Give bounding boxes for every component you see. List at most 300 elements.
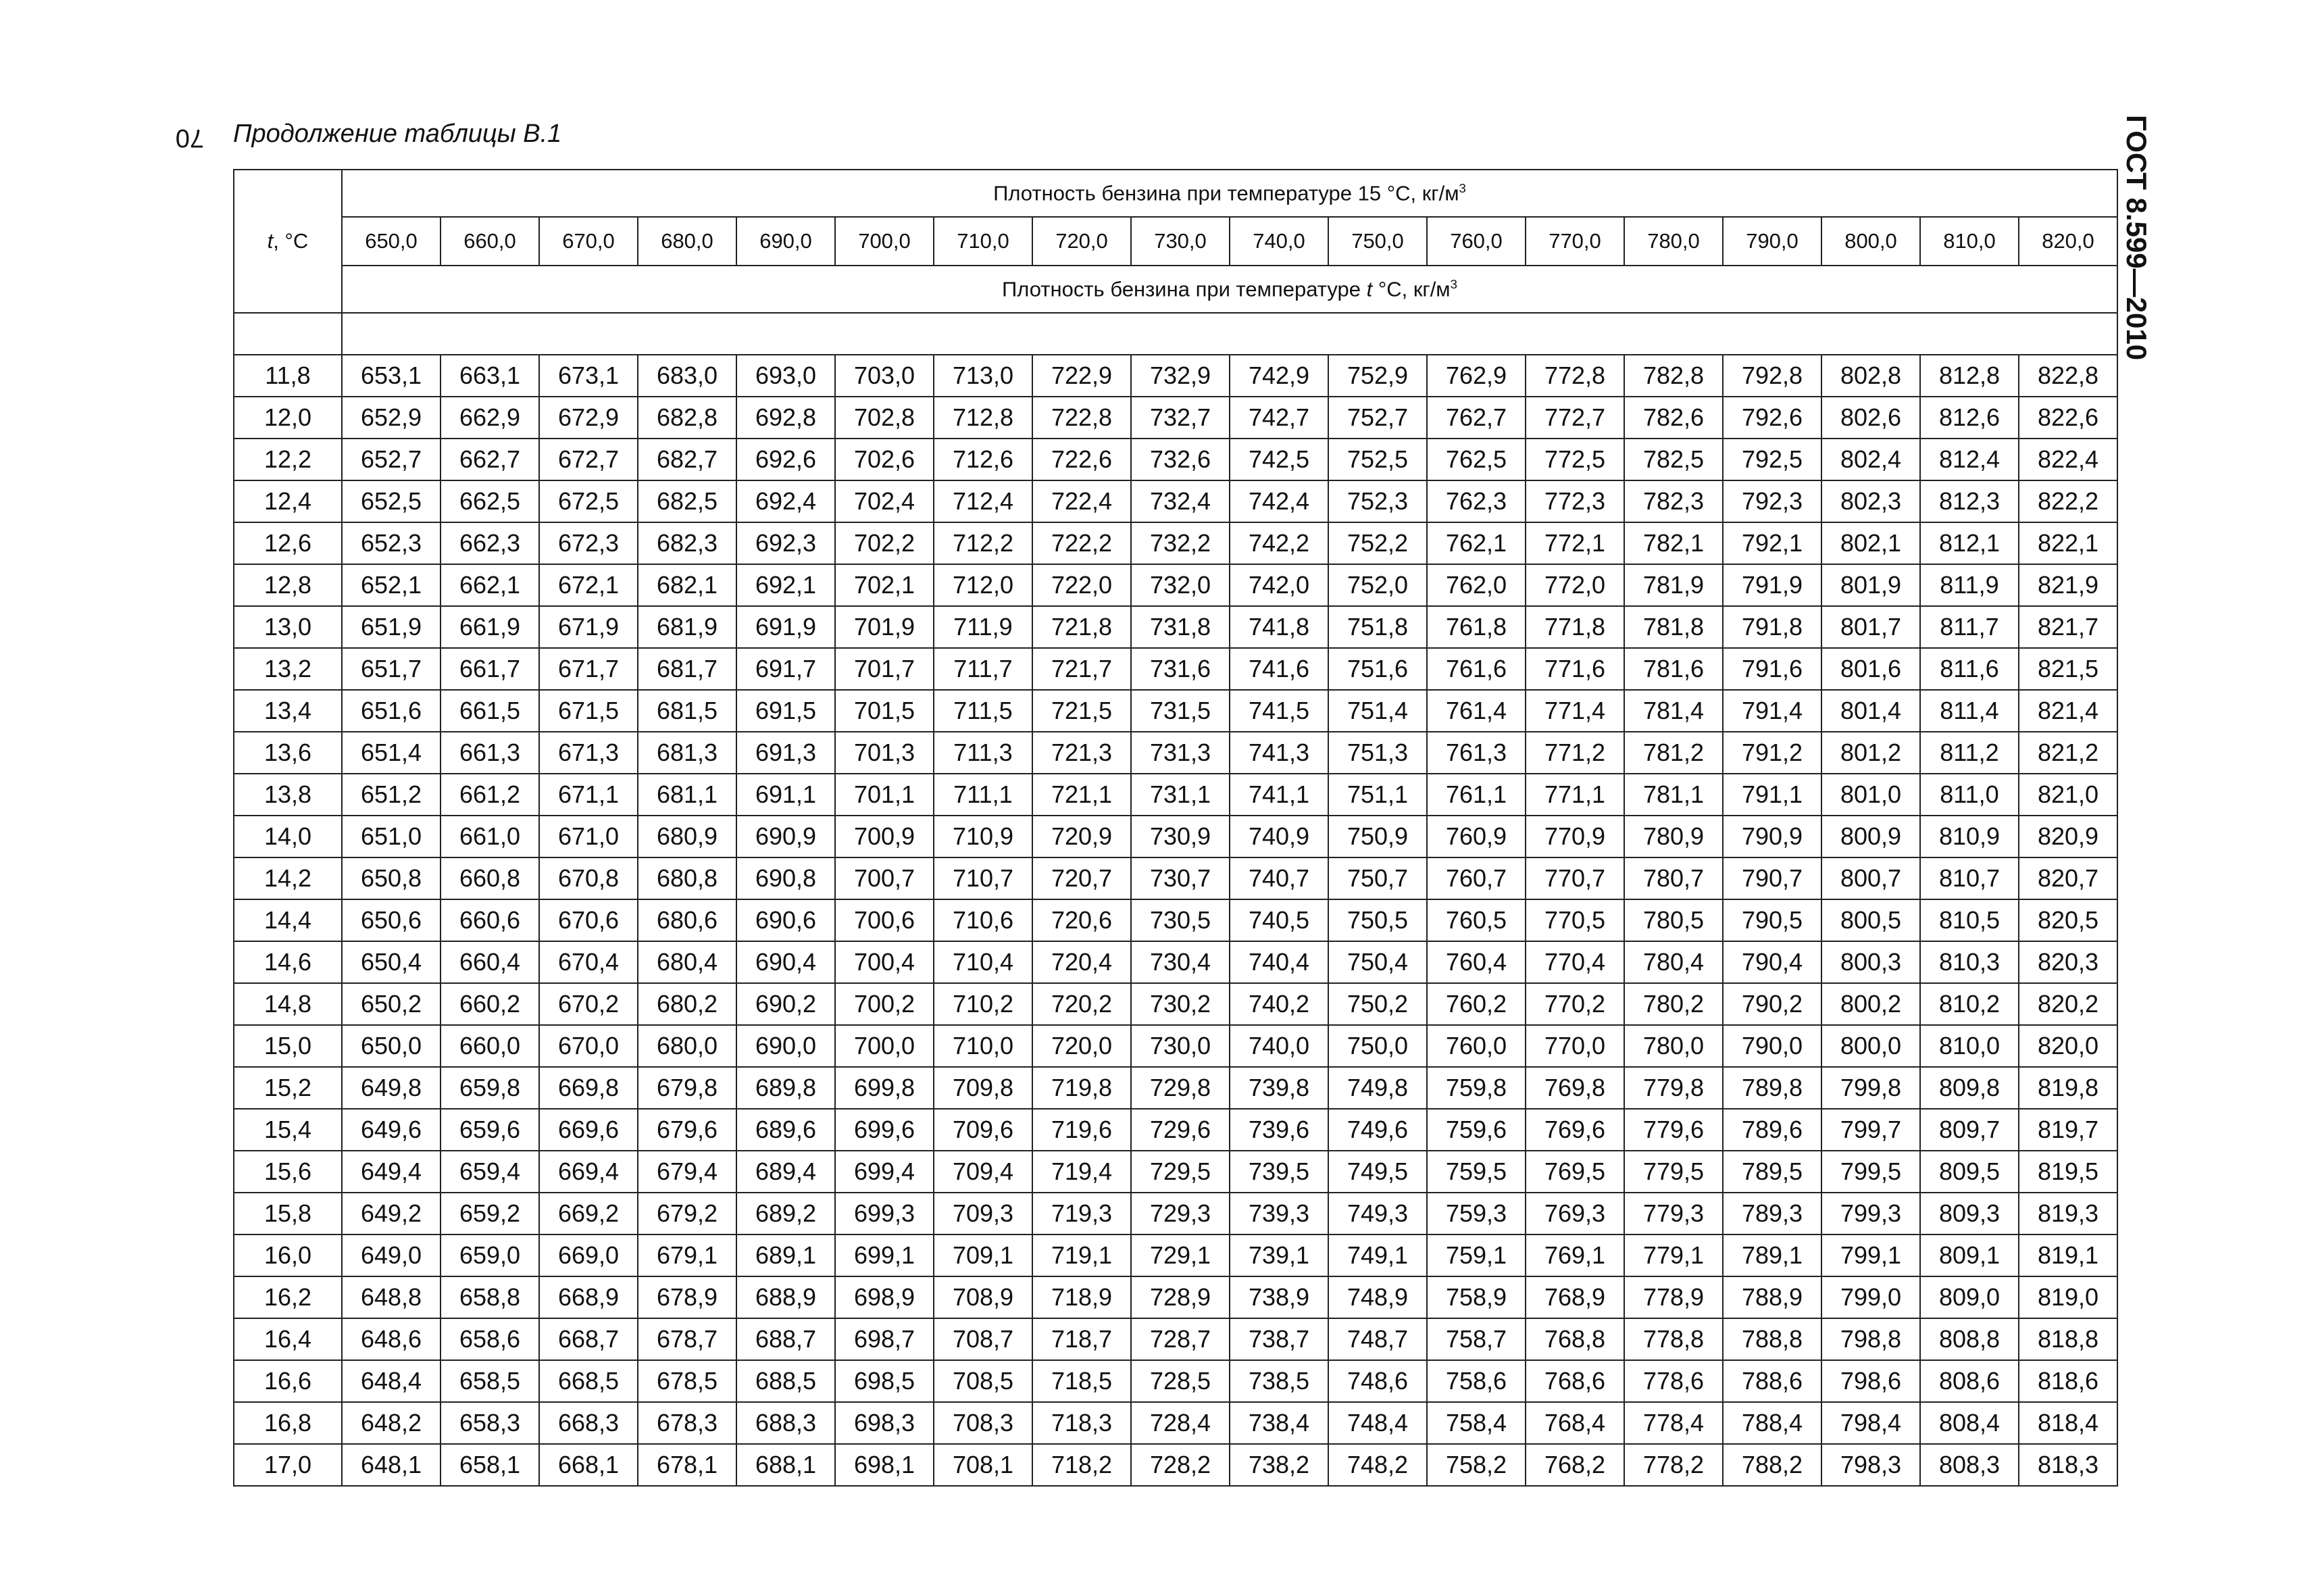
density-cell: 711,3 <box>934 732 1032 774</box>
density-cell: 772,1 <box>1526 522 1624 564</box>
density-cell: 698,5 <box>835 1360 934 1402</box>
table-row <box>234 941 2117 983</box>
density-cell: 740,5 <box>1230 899 1328 941</box>
density-cell: 759,5 <box>1427 1151 1526 1193</box>
density-cell: 750,7 <box>1328 857 1427 899</box>
density-cell: 688,3 <box>736 1402 835 1444</box>
density-cell: 659,4 <box>441 1151 539 1193</box>
density-cell: 801,7 <box>1821 606 1920 648</box>
density-cell: 781,9 <box>1624 564 1723 606</box>
density-cell: 672,7 <box>539 439 638 480</box>
density-cell: 682,3 <box>638 522 736 564</box>
density-cell: 658,1 <box>441 1444 539 1486</box>
density-cell: 812,6 <box>1920 397 2019 439</box>
density-cell: 710,2 <box>934 983 1032 1025</box>
density-cell: 660,6 <box>441 899 539 941</box>
density-cell: 780,2 <box>1624 983 1723 1025</box>
table-row <box>234 1318 2117 1360</box>
density-cell: 718,2 <box>1032 1444 1131 1486</box>
density-cell: 742,0 <box>1230 564 1328 606</box>
header-density-t: Плотность бензина при температуре t °С, $кг/м^3$ <box>342 266 2117 313</box>
density-cell: 781,1 <box>1624 774 1723 816</box>
density-cell: 809,1 <box>1920 1235 2019 1276</box>
density-cell: 671,1 <box>539 774 638 816</box>
density-cell: 749,3 <box>1328 1193 1427 1235</box>
density-cell: 802,8 <box>1821 355 1920 397</box>
density-cell: 758,7 <box>1427 1318 1526 1360</box>
density-cell: 750,5 <box>1328 899 1427 941</box>
density-cell: 799,3 <box>1821 1193 1920 1235</box>
density-cell: 812,4 <box>1920 439 2019 480</box>
density-cell: 673,1 <box>539 355 638 397</box>
density-cell: 670,4 <box>539 941 638 983</box>
density-cell: 801,9 <box>1821 564 1920 606</box>
density-cell: 718,3 <box>1032 1402 1131 1444</box>
density-cell: 712,0 <box>934 564 1032 606</box>
density-cell: 721,7 <box>1032 648 1131 690</box>
density-cell: 660,8 <box>441 857 539 899</box>
density-cell: 788,9 <box>1723 1276 1821 1318</box>
density-cell: 660,2 <box>441 983 539 1025</box>
density-cell: 790,7 <box>1723 857 1821 899</box>
density-cell: 718,9 <box>1032 1276 1131 1318</box>
density-cell: 778,9 <box>1624 1276 1723 1318</box>
density-cell: 780,9 <box>1624 816 1723 857</box>
temperature-cell: 16,0 <box>234 1235 342 1276</box>
density-cell: 812,1 <box>1920 522 2019 564</box>
density-cell: 802,6 <box>1821 397 1920 439</box>
density-cell: 822,8 <box>2019 355 2117 397</box>
density-cell: 679,4 <box>638 1151 736 1193</box>
density-cell: 742,4 <box>1230 480 1328 522</box>
density-cell: 799,5 <box>1821 1151 1920 1193</box>
density-cell: 759,8 <box>1427 1067 1526 1109</box>
density-cell: 810,9 <box>1920 816 2019 857</box>
density-cell: 768,4 <box>1526 1402 1624 1444</box>
density-cell: 730,4 <box>1131 941 1230 983</box>
density-cell: 670,2 <box>539 983 638 1025</box>
density-cell: 820,2 <box>2019 983 2117 1025</box>
density-cell: 648,6 <box>342 1318 441 1360</box>
density-cell: 668,9 <box>539 1276 638 1318</box>
table-row <box>234 1109 2117 1151</box>
density-cell: 653,1 <box>342 355 441 397</box>
density-cell: 721,3 <box>1032 732 1131 774</box>
density-cell: 821,5 <box>2019 648 2117 690</box>
density-cell: 809,3 <box>1920 1193 2019 1235</box>
density-cell: 711,5 <box>934 690 1032 732</box>
density-cell: 760,0 <box>1427 1025 1526 1067</box>
density-cell: 800,3 <box>1821 941 1920 983</box>
density-cell: 671,0 <box>539 816 638 857</box>
temperature-cell: 15,6 <box>234 1151 342 1193</box>
density-cell: 779,6 <box>1624 1109 1723 1151</box>
density-cell: 708,5 <box>934 1360 1032 1402</box>
density-cell: 752,2 <box>1328 522 1427 564</box>
temperature-cell: 14,8 <box>234 983 342 1025</box>
density-cell: 739,5 <box>1230 1151 1328 1193</box>
density-cell: 810,7 <box>1920 857 2019 899</box>
temperature-cell: 14,0 <box>234 816 342 857</box>
density-cell: 730,2 <box>1131 983 1230 1025</box>
density-cell: 680,2 <box>638 983 736 1025</box>
density-cell: 779,8 <box>1624 1067 1723 1109</box>
density-cell: 798,6 <box>1821 1360 1920 1402</box>
density-cell: 820,3 <box>2019 941 2117 983</box>
header-density-15c: Плотность бензина при температуре 15 °С, $кг/м^3$ <box>342 170 2117 217</box>
density-cell: 768,6 <box>1526 1360 1624 1402</box>
density-cell: 752,9 <box>1328 355 1427 397</box>
density-cell: 669,4 <box>539 1151 638 1193</box>
density-cell: 739,6 <box>1230 1109 1328 1151</box>
density-cell: 780,7 <box>1624 857 1723 899</box>
column-header: 800,0 <box>1821 217 1920 266</box>
table-row <box>234 732 2117 774</box>
density-cell: 778,6 <box>1624 1360 1723 1402</box>
density-cell: 759,6 <box>1427 1109 1526 1151</box>
density-cell: 788,6 <box>1723 1360 1821 1402</box>
density-cell: 650,6 <box>342 899 441 941</box>
density-cell: 790,9 <box>1723 816 1821 857</box>
density-cell: 809,0 <box>1920 1276 2019 1318</box>
density-cell: 788,4 <box>1723 1402 1821 1444</box>
density-cell: 703,0 <box>835 355 934 397</box>
density-cell: 762,1 <box>1427 522 1526 564</box>
density-cell: 700,6 <box>835 899 934 941</box>
table-row <box>234 439 2117 480</box>
column-header: 740,0 <box>1230 217 1328 266</box>
density-cell: 689,2 <box>736 1193 835 1235</box>
density-cell: 731,5 <box>1131 690 1230 732</box>
temperature-cell: 12,0 <box>234 397 342 439</box>
density-cell: 648,2 <box>342 1402 441 1444</box>
density-cell: 710,6 <box>934 899 1032 941</box>
density-cell: 792,1 <box>1723 522 1821 564</box>
density-cell: 790,0 <box>1723 1025 1821 1067</box>
density-cell: 649,0 <box>342 1235 441 1276</box>
density-cell: 751,8 <box>1328 606 1427 648</box>
density-cell: 678,5 <box>638 1360 736 1402</box>
density-cell: 818,4 <box>2019 1402 2117 1444</box>
density-cell: 770,7 <box>1526 857 1624 899</box>
density-cell: 690,2 <box>736 983 835 1025</box>
density-cell: 658,5 <box>441 1360 539 1402</box>
column-header: 700,0 <box>835 217 934 266</box>
density-cell: 690,8 <box>736 857 835 899</box>
density-cell: 698,9 <box>835 1276 934 1318</box>
density-cell: 648,8 <box>342 1276 441 1318</box>
density-cell: 708,1 <box>934 1444 1032 1486</box>
density-cell: 771,4 <box>1526 690 1624 732</box>
density-cell: 810,0 <box>1920 1025 2019 1067</box>
density-cell: 762,9 <box>1427 355 1526 397</box>
density-cell: 731,1 <box>1131 774 1230 816</box>
density-cell: 732,9 <box>1131 355 1230 397</box>
density-cell: 669,6 <box>539 1109 638 1151</box>
table-caption: Продолжение таблицы В.1 <box>233 120 562 148</box>
temperature-cell: 16,8 <box>234 1402 342 1444</box>
density-cell: 771,8 <box>1526 606 1624 648</box>
density-cell: 721,5 <box>1032 690 1131 732</box>
density-cell: 732,6 <box>1131 439 1230 480</box>
table-row <box>234 1402 2117 1444</box>
density-cell: 782,3 <box>1624 480 1723 522</box>
density-cell: 739,8 <box>1230 1067 1328 1109</box>
density-cell: 731,6 <box>1131 648 1230 690</box>
density-cell: 652,5 <box>342 480 441 522</box>
density-cell: 741,1 <box>1230 774 1328 816</box>
density-cell: 731,8 <box>1131 606 1230 648</box>
density-cell: 682,1 <box>638 564 736 606</box>
temperature-header: t, °С <box>234 170 342 313</box>
header-gap <box>234 313 2117 355</box>
density-cell: 680,0 <box>638 1025 736 1067</box>
density-cell: 712,6 <box>934 439 1032 480</box>
density-cell: 771,6 <box>1526 648 1624 690</box>
density-cell: 819,0 <box>2019 1276 2117 1318</box>
density-cell: 678,1 <box>638 1444 736 1486</box>
density-column-headers <box>234 217 2117 266</box>
density-cell: 709,3 <box>934 1193 1032 1235</box>
density-cell: 692,6 <box>736 439 835 480</box>
temperature-cell: 16,4 <box>234 1318 342 1360</box>
density-cell: 681,5 <box>638 690 736 732</box>
density-cell: 740,2 <box>1230 983 1328 1025</box>
density-cell: 678,3 <box>638 1402 736 1444</box>
density-cell: 720,4 <box>1032 941 1131 983</box>
density-cell: 762,7 <box>1427 397 1526 439</box>
density-cell: 778,8 <box>1624 1318 1723 1360</box>
density-cell: 700,0 <box>835 1025 934 1067</box>
density-cell: 811,6 <box>1920 648 2019 690</box>
density-cell: 750,4 <box>1328 941 1427 983</box>
density-cell: 740,9 <box>1230 816 1328 857</box>
density-cell: 811,0 <box>1920 774 2019 816</box>
table-row <box>234 480 2117 522</box>
density-cell: 681,9 <box>638 606 736 648</box>
density-cell: 779,3 <box>1624 1193 1723 1235</box>
density-cell: 720,2 <box>1032 983 1131 1025</box>
density-cell: 718,5 <box>1032 1360 1131 1402</box>
density-cell: 819,7 <box>2019 1109 2117 1151</box>
density-cell: 768,2 <box>1526 1444 1624 1486</box>
column-header: 820,0 <box>2019 217 2117 266</box>
density-cell: 810,5 <box>1920 899 2019 941</box>
density-cell: 769,3 <box>1526 1193 1624 1235</box>
density-cell: 682,8 <box>638 397 736 439</box>
density-cell: 751,3 <box>1328 732 1427 774</box>
density-cell: 791,8 <box>1723 606 1821 648</box>
density-cell: 808,6 <box>1920 1360 2019 1402</box>
density-cell: 692,1 <box>736 564 835 606</box>
density-cell: 721,8 <box>1032 606 1131 648</box>
density-cell: 672,9 <box>539 397 638 439</box>
density-cell: 772,7 <box>1526 397 1624 439</box>
density-cell: 720,6 <box>1032 899 1131 941</box>
density-cell: 692,4 <box>736 480 835 522</box>
density-cell: 751,4 <box>1328 690 1427 732</box>
density-cell: 650,8 <box>342 857 441 899</box>
density-cell: 702,1 <box>835 564 934 606</box>
column-header: 680,0 <box>638 217 736 266</box>
density-cell: 671,3 <box>539 732 638 774</box>
density-cell: 712,8 <box>934 397 1032 439</box>
density-cell: 792,8 <box>1723 355 1821 397</box>
density-cell: 652,9 <box>342 397 441 439</box>
density-cell: 812,8 <box>1920 355 2019 397</box>
density-cell: 651,0 <box>342 816 441 857</box>
density-cell: 808,8 <box>1920 1318 2019 1360</box>
density-cell: 729,5 <box>1131 1151 1230 1193</box>
density-cell: 728,7 <box>1131 1318 1230 1360</box>
density-cell: 693,0 <box>736 355 835 397</box>
density-cell: 818,3 <box>2019 1444 2117 1486</box>
density-cell: 810,3 <box>1920 941 2019 983</box>
density-cell: 758,9 <box>1427 1276 1526 1318</box>
density-cell: 661,0 <box>441 816 539 857</box>
temperature-cell: 17,0 <box>234 1444 342 1486</box>
density-cell: 782,8 <box>1624 355 1723 397</box>
density-cell: 722,6 <box>1032 439 1131 480</box>
density-cell: 701,5 <box>835 690 934 732</box>
density-cell: 681,1 <box>638 774 736 816</box>
density-cell: 771,1 <box>1526 774 1624 816</box>
density-cell: 801,4 <box>1821 690 1920 732</box>
density-cell: 702,6 <box>835 439 934 480</box>
density-cell: 768,9 <box>1526 1276 1624 1318</box>
density-cell: 779,1 <box>1624 1235 1723 1276</box>
column-header: 710,0 <box>934 217 1032 266</box>
density-cell: 700,2 <box>835 983 934 1025</box>
column-header: 730,0 <box>1131 217 1230 266</box>
density-cell: 811,7 <box>1920 606 2019 648</box>
density-cell: 788,8 <box>1723 1318 1821 1360</box>
density-cell: 749,1 <box>1328 1235 1427 1276</box>
density-cell: 660,0 <box>441 1025 539 1067</box>
density-cell: 713,0 <box>934 355 1032 397</box>
density-cell: 709,6 <box>934 1109 1032 1151</box>
density-cell: 769,5 <box>1526 1151 1624 1193</box>
density-cell: 782,5 <box>1624 439 1723 480</box>
density-cell: 649,8 <box>342 1067 441 1109</box>
density-cell: 669,2 <box>539 1193 638 1235</box>
density-cell: 662,7 <box>441 439 539 480</box>
density-cell: 728,5 <box>1131 1360 1230 1402</box>
density-cell: 710,0 <box>934 1025 1032 1067</box>
table-row <box>234 564 2117 606</box>
table-row <box>234 648 2117 690</box>
table-row <box>234 1444 2117 1486</box>
density-cell: 780,4 <box>1624 941 1723 983</box>
density-cell: 711,1 <box>934 774 1032 816</box>
density-cell: 649,4 <box>342 1151 441 1193</box>
table-row <box>234 983 2117 1025</box>
density-cell: 672,3 <box>539 522 638 564</box>
density-cell: 702,8 <box>835 397 934 439</box>
density-cell: 822,2 <box>2019 480 2117 522</box>
density-cell: 809,7 <box>1920 1109 2019 1151</box>
density-cell: 651,9 <box>342 606 441 648</box>
density-cell: 690,9 <box>736 816 835 857</box>
density-cell: 748,4 <box>1328 1402 1427 1444</box>
density-cell: 698,3 <box>835 1402 934 1444</box>
density-cell: 691,9 <box>736 606 835 648</box>
density-cell: 729,8 <box>1131 1067 1230 1109</box>
density-cell: 728,2 <box>1131 1444 1230 1486</box>
density-cell: 780,0 <box>1624 1025 1723 1067</box>
density-cell: 792,3 <box>1723 480 1821 522</box>
density-cell: 800,5 <box>1821 899 1920 941</box>
temperature-cell: 15,0 <box>234 1025 342 1067</box>
density-cell: 699,1 <box>835 1235 934 1276</box>
temperature-cell: 13,6 <box>234 732 342 774</box>
density-cell: 688,7 <box>736 1318 835 1360</box>
density-cell: 732,2 <box>1131 522 1230 564</box>
density-cell: 651,4 <box>342 732 441 774</box>
density-cell: 789,6 <box>1723 1109 1821 1151</box>
density-cell: 781,8 <box>1624 606 1723 648</box>
density-cell: 809,5 <box>1920 1151 2019 1193</box>
density-cell: 799,1 <box>1821 1235 1920 1276</box>
density-cell: 691,7 <box>736 648 835 690</box>
density-cell: 760,7 <box>1427 857 1526 899</box>
density-cell: 750,9 <box>1328 816 1427 857</box>
temperature-cell: 12,2 <box>234 439 342 480</box>
density-cell: 738,9 <box>1230 1276 1328 1318</box>
density-cell: 748,6 <box>1328 1360 1427 1402</box>
density-cell: 690,0 <box>736 1025 835 1067</box>
density-cell: 760,9 <box>1427 816 1526 857</box>
density-cell: 691,5 <box>736 690 835 732</box>
density-cell: 659,6 <box>441 1109 539 1151</box>
density-cell: 771,2 <box>1526 732 1624 774</box>
temperature-cell: 13,0 <box>234 606 342 648</box>
density-cell: 690,4 <box>736 941 835 983</box>
density-cell: 689,8 <box>736 1067 835 1109</box>
density-cell: 800,2 <box>1821 983 1920 1025</box>
density-cell: 729,1 <box>1131 1235 1230 1276</box>
density-cell: 789,8 <box>1723 1067 1821 1109</box>
density-cell: 651,6 <box>342 690 441 732</box>
density-cell: 802,1 <box>1821 522 1920 564</box>
density-cell: 680,4 <box>638 941 736 983</box>
density-cell: 668,1 <box>539 1444 638 1486</box>
density-cell: 758,2 <box>1427 1444 1526 1486</box>
density-cell: 680,9 <box>638 816 736 857</box>
density-cell: 648,1 <box>342 1444 441 1486</box>
table-row <box>234 1235 2117 1276</box>
density-cell: 811,2 <box>1920 732 2019 774</box>
density-cell: 790,4 <box>1723 941 1821 983</box>
density-cell: 661,3 <box>441 732 539 774</box>
density-cell: 728,4 <box>1131 1402 1230 1444</box>
density-cell: 701,3 <box>835 732 934 774</box>
density-cell: 678,7 <box>638 1318 736 1360</box>
density-cell: 700,7 <box>835 857 934 899</box>
density-cell: 659,2 <box>441 1193 539 1235</box>
density-cell: 808,4 <box>1920 1402 2019 1444</box>
density-cell: 821,9 <box>2019 564 2117 606</box>
column-header: 790,0 <box>1723 217 1821 266</box>
density-cell: 712,2 <box>934 522 1032 564</box>
density-cell: 722,0 <box>1032 564 1131 606</box>
density-cell: 661,9 <box>441 606 539 648</box>
table-row <box>234 1067 2117 1109</box>
density-cell: 758,6 <box>1427 1360 1526 1402</box>
density-cell: 679,6 <box>638 1109 736 1151</box>
density-cell: 721,1 <box>1032 774 1131 816</box>
density-cell: 691,1 <box>736 774 835 816</box>
